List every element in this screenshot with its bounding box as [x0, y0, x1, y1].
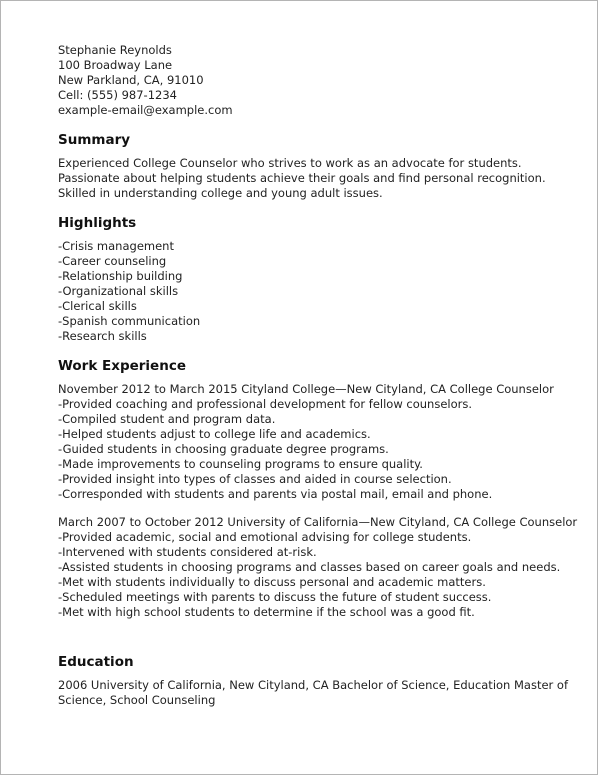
job-bullet: -Compiled student and program data. — [58, 412, 276, 426]
contact-email: example-email@example.com — [58, 103, 233, 117]
job-title: March 2007 to October 2012 University of California—New Cityland, CA College Counselor — [58, 515, 578, 529]
highlights-heading: Highlights — [58, 215, 137, 231]
contact-city: New Parkland, CA, 91010 — [58, 73, 204, 87]
job-bullet: -Met with high school students to determine if the school was a good fit. — [58, 605, 475, 619]
job-bullet: -Assisted students in choosing programs and classes based on career goals and needs. — [58, 560, 561, 574]
contact-cell: Cell: (555) 987-1234 — [58, 88, 177, 102]
job-entry — [58, 382, 586, 502]
job-title: November 2012 to March 2015 Cityland College—New Cityland, CA College Counselor — [58, 382, 554, 396]
education-heading: Education — [58, 654, 134, 670]
experience-heading: Work Experience — [58, 358, 186, 374]
highlight-item: -Crisis management — [58, 239, 174, 253]
job-bullet: -Provided academic, social and emotional advising for college students. — [58, 530, 472, 544]
summary-text: Experienced College Counselor who strives to work as an advocate for students. Passionate about helping students achieve their goals and find personal recognition. Skilled in understanding college and young adult issues. — [58, 156, 546, 200]
job-bullet: -Scheduled meetings with parents to discuss the future of student success. — [58, 590, 492, 604]
job-bullet: -Made improvements to counseling programs to ensure quality. — [58, 457, 423, 471]
job-bullet: -Provided insight into types of classes and aided in course selection. — [58, 472, 452, 486]
education-text: 2006 University of California, New Cityland, CA Bachelor of Science, Education Master of Science, School Counseling — [58, 678, 569, 707]
contact-street: 100 Broadway Lane — [58, 58, 173, 72]
highlight-item: -Clerical skills — [58, 299, 137, 313]
job-bullet: -Corresponded with students and parents via postal mail, email and phone. — [58, 487, 493, 501]
job-bullet: -Met with students individually to discuss personal and academic matters. — [58, 575, 486, 589]
summary-heading: Summary — [58, 132, 131, 148]
job-bullet: -Guided students in choosing graduate degree programs. — [58, 442, 389, 456]
job-bullet: -Intervened with students considered at-risk. — [58, 545, 317, 559]
job-bullet: -Provided coaching and professional development for fellow counselors. — [58, 397, 473, 411]
highlights-list — [58, 239, 586, 344]
highlight-item: -Career counseling — [58, 254, 167, 268]
contact-block — [58, 43, 586, 118]
highlight-item: -Research skills — [58, 329, 147, 343]
highlight-item: -Organizational skills — [58, 284, 179, 298]
contact-name: Stephanie Reynolds — [58, 43, 172, 57]
resume-content — [58, 43, 586, 708]
job-entry — [58, 515, 586, 620]
job-bullet: -Helped students adjust to college life and academics. — [58, 427, 371, 441]
highlight-item: -Spanish communication — [58, 314, 201, 328]
highlight-item: -Relationship building — [58, 269, 183, 283]
